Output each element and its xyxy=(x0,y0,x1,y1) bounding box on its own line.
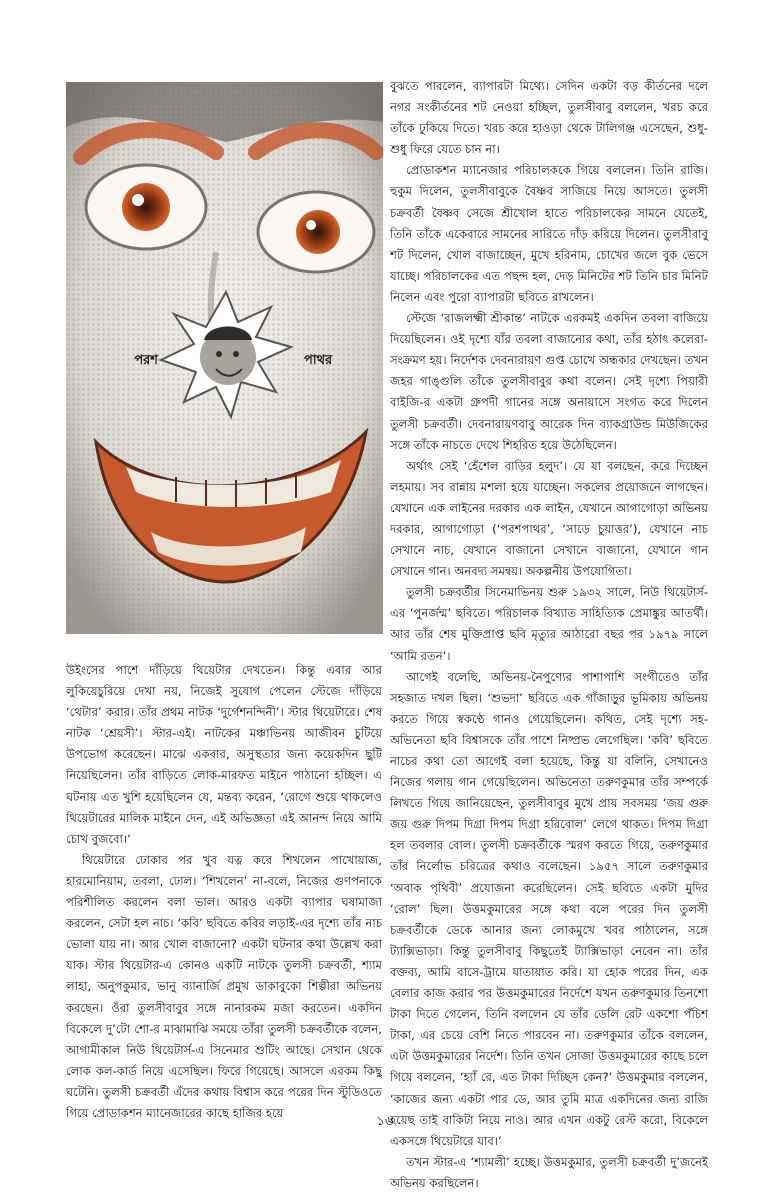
portrait-right-eye xyxy=(233,351,239,357)
right-iris xyxy=(296,210,340,254)
left-iris xyxy=(122,183,170,231)
right-eye-highlight xyxy=(306,220,316,230)
paragraph: অর্থাৎ সেই ‘হেঁশেল বাড়ির হলুদ’। যে যা বলছেন, করে দিচ্ছেন লহমায়। সব রান্নায় মশলা হয়ে যাচ্ছেন। সকলের প্রয়োজনে লাগছেন। যেখানে এক লাইনের দরকার এক লাইন, যেখানে আগাগোড়া অভিনয় দরকার, আগাগোড়া (‘পরশপাথর’, ‘সাড়ে চুয়াত্তর’), যেখানে নাচ সেখানে নাচ, যেখানে বাজানো সেখানে বাজানো, যেখানে গান সেখানে গান। অনবদ্য সমন্বয়। অকল্পনীয় উপযোগিতা। xyxy=(390,458,708,579)
paragraph: বুঝতে পারলেন, ব্যাপারটা মিথ্যে। সেদিন একটা বড় কীর্তনের দলে নগর সংকীর্তনের শট নেওয়া হচ্ছিল, তুলসীবাবু বললেন, খরচ করে তাঁকে ঢুকিয়ে দিতে। খরচ করে হাওড়া থেকে টালিগঞ্জ এসেছেন, শুধু-শুধু ফিরে যেতে চান না। xyxy=(390,79,708,157)
paragraph: তুলসী চক্রবর্তীর সিনেমাভিনয় শুরু ১৯৩২ সালে, নিউ থিয়েটার্স-এর ‘পুনর্জন্ম’ ছবিতে। পরিচালক বিখ্যাত সাহিত্যিক প্রেমাঙ্কুর আতর্থী। আর তাঁর শেষ মুক্তিপ্রাপ্ত ছবি মৃত্যুর আঠারো বছর পর ১৯৭৯ সালে ‘আমি রতন’। xyxy=(390,585,708,663)
paragraph: উইংসের পাশে দাঁড়িয়ে থিয়েটার দেখতেন। কিন্তু এবার আর লুকিয়েচুরিয়ে দেখা নয়, নিজেই সুযোগ পেলেন স্টেজে দাঁড়িয়ে ‘থেটার’ করার। তাঁর প্রথম নাটক ‘দুর্গেশনন্দিনী’। স্টার থিয়েটারে। শেষ নাটক ‘শ্রেয়সী’। স্টার-এই। নাটকের মঞ্চাভিনয় আজীবন চুটিয়ে উপভোগ করেছেন। মাঝে একবার, অসুস্থতার জন্য কয়েকদিন ছুটি নিয়েছিলেন। তাঁর বাড়িতে লোক-মারফত মাইনে পাঠানো হচ্ছিল। এ ঘটনায় এত খুশি হয়েছিলেন যে, মন্তব্য করেন, ‘রোগে শুয়ে থাকলেও থিয়েটারের মালিক মাইনে দেন, এই অভিজ্ঞতা এই আনন্দ নিয়ে আমি চোখ বুজবো।’ xyxy=(66,663,382,846)
paragraph: আগেই বলেছি, অভিনয়-নৈপুণ্যের পাশাপাশি সংগীতেও তাঁর সহজাত দখল ছিল। ‘শুভদা’ ছবিতে এক গাঁজাড়ুর ভূমিকায় অভিনয় করতে গিয়ে স্বকণ্ঠে গানও গেয়েছিলেন। কথিত, সেই দৃশ্যে সহ-অভিনেতা ছবি বিশ্বাসকে তাঁর পাশে নিষ্প্রভ লেগেছিল। ‘কবি’ ছবিতে নাচের কথা তো আগেই বলা হয়েছে, কিন্তু যা বলিনি, সেখানেও নিজের গলায় গান গেয়েছিলেন। অভিনেতা তরুণকুমার তাঁর সম্পর্কে লিখতে গিয়ে জানিয়েছেন, তুলসীবাবুর মুখে প্রায় সবসময় ‘জয় গুরু জয় গুরু দিপম দিগ্রা দিপম দিগ্রা হরিবোল’ লেগে থাকত। দিপম দিগ্রা হল তবলার বোল। তুলসী চক্রবর্তীকে স্মরণ করতে গিয়ে, তরুণকুমার তাঁর নির্লোভ চরিত্রের কথাও বলেছেন। ১৯৫৭ সালে তরুণকুমার ‘অবাক পৃথিবী’ প্রযোজনা করেছিলেন। সেই ছবিতে একটা মুদির ‘রোল’ ছিল। উত্তমকুমারের সঙ্গে কথা বলে পরের দিন তুলসী চক্রবর্তীকে ডেকে আনার জন্য লোকমুখে খবর পাঠালেন, সঙ্গে ট্যাক্সিভাড়া। কিন্তু তুলসীবাবু কিছুতেই ট্যাক্সিভাড়া নেবেন না। তাঁর বক্তব্য, আমি বাসে-ট্রামে যাতায়াত করি। যা হোক পরের দিন, এক বেলার কাজ করার পর উত্তমকুমারের নির্দেশে যখন তরুণকুমার তিনশো টাকা দিতে গেলেন, তিনি বললেন যে তাঁর ডেলি রেট একশো পঁচিশ টাকা, এর চেয়ে বেশি নিতে পারবেন না। তরুণকুমার তাঁকে বললেন, এটা উত্তমকুমারের নির্দেশ। তিনি তখন সোজা উত্তমকুমারের কাছে চলে গিয়ে বললেন, ‘হ্যাঁ রে, এত টাকা দিচ্ছিস কেন?’ উত্তমকুমার বললেন, ‘কাজের জন্য একটা পার ডে, আর তুমি মাত্র একদিনের জন্য রাজি হয়েছ তাই বাকিটা নিয়ে নাও। আর এখন একটু রেস্ট করো, বিকেলে একসঙ্গে থিয়েটারে যাব।’ xyxy=(390,669,708,1148)
paragraph: তখন স্টার-এ ‘শ্যামলী’ হচ্ছে। উত্তমকুমার, তুলসী চক্রবর্তী দু’জনেই অভিনয় করছিলেন। xyxy=(390,1154,708,1190)
text-column-right xyxy=(390,76,708,1194)
left-eye-highlight xyxy=(132,194,144,206)
paragraph: স্টেজে ‘রাজলক্ষ্মী শ্রীকান্ত’ নাটকে এরকমই একদিন তবলা বাজিয়ে দিয়েছিলেন। ওই দৃশ্যে যাঁর তবলা বাজানোর কথা, তাঁর হঠাৎ কলেরা-সংক্রমণ হয়। নির্দেশক দেবনারায়ণ গুপ্ত চোখে অন্ধকার দেখছেন। তখন জহর গাঙ্গুলি তাঁকে তুলসীবাবুর কথা বলেন। সেই দৃশ্যে পিয়ারী বাইজি-র একটা গ্রুপদী গানের সঙ্গে অনায়াসে সংগত করে দিলেন তুলসী চক্রবর্তী। দেবনারায়ণবাবু আরেক দিন ব্যাকগ্রাউন্ড মিউজিকের সঙ্গে তাঁকে নাচতে দেখে শিহরিত হয়ে উঠেছিলেন। xyxy=(390,311,708,452)
poster-illustration xyxy=(66,82,383,634)
paragraph: প্রোডাকশন ম্যানেজার পরিচালককে গিয়ে বললেন। তিনি রাজি। হুকুম দিলেন, তুলসীবাবুকে বৈষ্ণব সাজিয়ে নিয়ে আসতে। তুলসী চক্রবর্তী বৈষ্ণব সেজে শ্রীখোল হাতে পরিচালকের সামনে যেতেই, তিনি তাঁকে একেবারে সামনের সারিতে দাঁড় করিয়ে দিলেন। তুলসীবাবু শট দিলেন, খোল বাজাচ্ছেন, মুখে হরিনাম, চোখের জলে বুক ভেসে যাচ্ছে। পরিচালকের এত পছন্দ হল, দেড় মিনিটের শট তিনি চার মিনিট নিলেন এবং পুরো ব্যাপারটা ছবিতে রাখলেন। xyxy=(390,163,708,304)
text-column-left xyxy=(66,660,382,1124)
poster-title-right: পাথর xyxy=(304,353,333,368)
portrait-left-eye xyxy=(216,351,222,357)
poster-title-left: পরশ xyxy=(134,353,158,368)
poster-face-graphic xyxy=(66,82,383,634)
paragraph: থিয়েটারে ঢোকার পর খুব যত্ন করে শিখলেন পাখোয়াজ, হারমোনিয়াম, তবলা, ঢোল। ‘শিখলেন’ না-বলে, নিজের গুণপনাকে পরিশীলিত করলেন বলা ভাল। আরও একটা ব্যাপার ঘষামাজা করলেন, সেটা হল নাচ। ‘কবি’ ছবিতে কবির লড়াই-এর দৃশ্যে তাঁর নাচ ভোলা যায় না। আর খোল বাজানো? একটা ঘটনার কথা উল্লেখ করা যাক। স্টার থিয়েটার-এ কোনও একটি নাটকে তুলসী চক্রবর্তী, শ্যাম লাহা, অনুপকুমার, ভানু ব্যানার্জি প্রমুখ ডাকাবুকো শিল্পীরা অভিনয় করছেন। ওঁরা তুলসীবাবুর সঙ্গে নানারকম মজা করতেন। একদিন বিকেলে দু’টো শো-র মাঝামাঝি সময়ে তাঁরা তুলসী চক্রবর্তীকে বলেন, আগামীকাল নিউ থিয়েটার্স-এ সিনেমার শুটিং আছে। সেখান থেকে লোক কল-কার্ড নিয়ে এসেছিল। ফিরে গিয়েছে। আসলে এরকম কিছু ঘটেনি। তুলসী চক্রবর্তী এঁদের কথায় বিশ্বাস করে পরের দিন স্টুডিওতে গিয়ে প্রোডাকশন ম্যানেজারের কাছে হাজির হয়ে xyxy=(66,852,382,1120)
page-number: ১৬ xyxy=(376,1114,394,1129)
